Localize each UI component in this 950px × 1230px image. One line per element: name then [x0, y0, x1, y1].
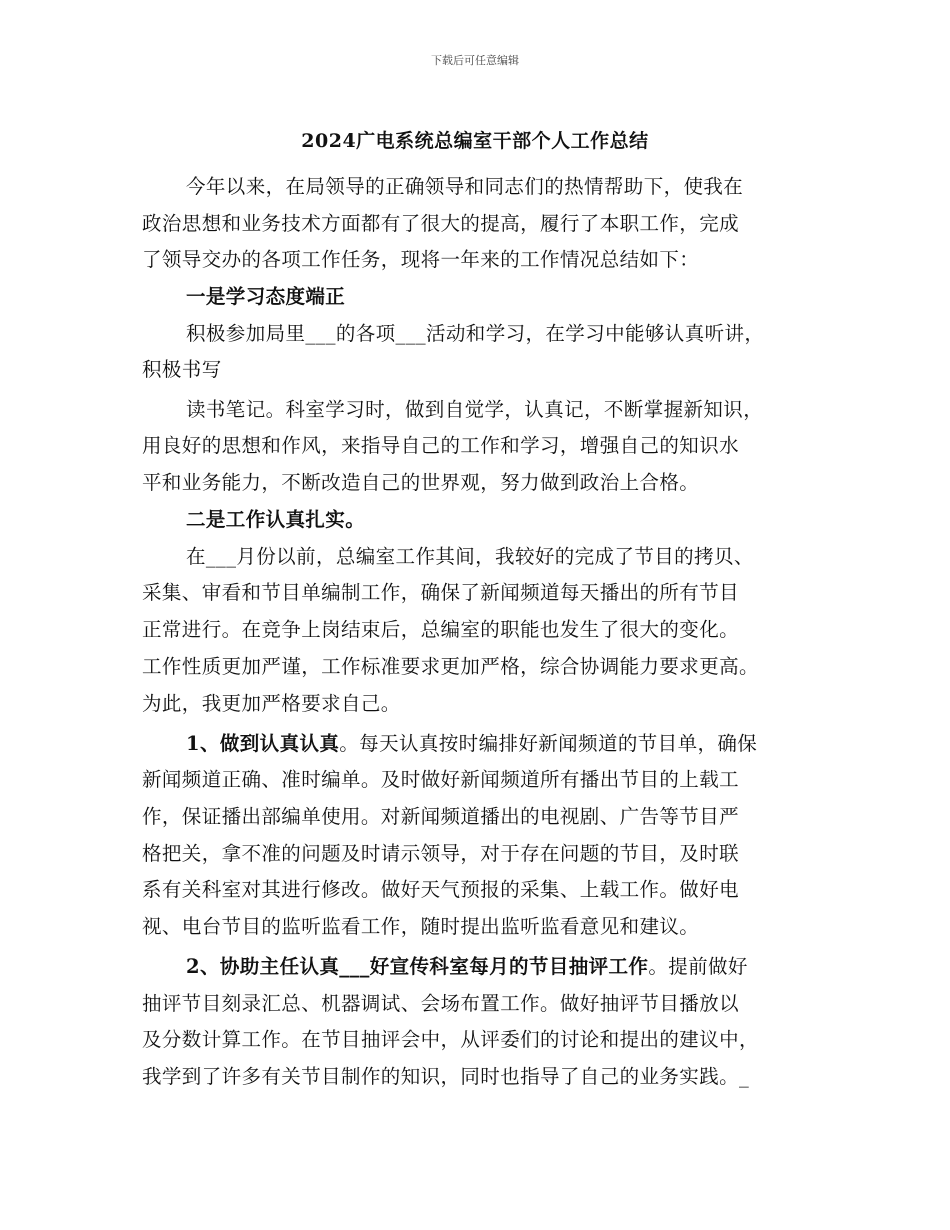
line-text: 在___月份以前，总编室工作其间，我较好的完成了节目的拷贝、: [186, 545, 754, 568]
line-text: 一是学习态度端正: [186, 285, 346, 308]
line-text: 视、电台节目的监听监看工作，随时提出监听监看意见和建议。: [142, 915, 700, 938]
paragraph-line: [186, 545, 754, 569]
line-text: 今年以来，在局领导的正确领导和同志们的热情帮助下，使我在: [186, 175, 744, 198]
paragraph-line: [142, 1065, 749, 1089]
line-text: 抽评节目刻录汇总、机器调试、会场布置工作。做好抽评节目播放以: [142, 992, 740, 1015]
paragraph-line: [142, 692, 401, 716]
section-heading: [186, 285, 345, 309]
line-text: 用良好的思想和作风，来指导自己的工作和学习，增强自己的知识水: [142, 434, 740, 457]
line-text: 系有关科室对其进行修改。做好天气预报的采集、上载工作。做好电: [142, 878, 740, 901]
line-text: 新闻频道正确、准时编单。及时做好新闻频道所有播出节目的上载工: [142, 768, 740, 791]
item-heading: 1、做到认真认真: [186, 732, 340, 755]
page-header: 下载后可任意编辑: [431, 54, 519, 67]
paragraph-line: [142, 655, 759, 679]
paragraph-line: [142, 618, 739, 642]
line-text: 积极参加局里___的各项___活动和学习，在学习中能够认真听讲，: [186, 322, 765, 345]
line-text: 积极书写: [142, 358, 222, 381]
paragraph-line: [142, 805, 739, 829]
paragraph-line: [142, 212, 739, 236]
line-text: 为此，我更加严格要求自己。: [142, 692, 401, 715]
line-text: 。提前做好: [648, 955, 748, 978]
paragraph-line: [142, 878, 739, 902]
paragraph-line: [142, 471, 699, 495]
line-text: 读书笔记。科室学习时，做到自觉学，认真记，不断掌握新知识，: [186, 398, 764, 421]
paragraph-line: [186, 322, 764, 346]
item-heading: 2、协助主任认真___好宣传科室每月的节目抽评工作: [186, 955, 649, 978]
line-text: 工作性质更加严谨，工作标准要求更加严格，综合协调能力要求更高。: [142, 655, 759, 678]
line-text: 。每天认真按时编排好新闻频道的节目单，确保: [339, 732, 758, 755]
document-title: 2024广电系统总编室干部个人工作总结: [301, 130, 649, 152]
paragraph-line: [142, 434, 739, 458]
paragraph-line: [142, 581, 739, 605]
paragraph-line: [186, 175, 743, 199]
paragraph-line: [142, 992, 739, 1016]
line-text: 格把关，拿不准的问题及时请示领导，对于存在问题的节目，及时联: [142, 842, 740, 865]
paragraph-line: [142, 358, 222, 382]
line-text: 政治思想和业务技术方面都有了很大的提高，履行了本职工作，完成: [142, 212, 740, 235]
paragraph-line: [142, 248, 699, 272]
line-text: 作，保证播出部编单使用。对新闻频道播出的电视剧、广告等节目严: [142, 805, 740, 828]
line-text: 二是工作认真扎实。: [186, 508, 366, 531]
line-text: 正常进行。在竞争上岗结束后，总编室的职能也发生了很大的变化。: [142, 618, 740, 641]
paragraph-line: [142, 768, 739, 792]
paragraph-line: [142, 915, 699, 939]
line-text: 及分数计算工作。在节目抽评会中，从评委们的讨论和提出的建议中，: [142, 1028, 759, 1051]
line-text: 采集、审看和节目单编制工作，确保了新闻频道每天播出的所有节目: [142, 581, 740, 604]
paragraph-line: [142, 1028, 759, 1052]
line-text: 了领导交办的各项工作任务，现将一年来的工作情况总结如下：: [142, 248, 700, 271]
section-heading: [186, 508, 365, 532]
paragraph-line: [186, 732, 757, 756]
paragraph-line: [142, 842, 739, 866]
paragraph-line: [186, 955, 748, 979]
paragraph-line: [186, 398, 763, 422]
line-text: 我学到了许多有关节目制作的知识，同时也指导了自己的业务实践。_: [142, 1065, 750, 1088]
line-text: 平和业务能力，不断改造自己的世界观，努力做到政治上合格。: [142, 471, 700, 494]
